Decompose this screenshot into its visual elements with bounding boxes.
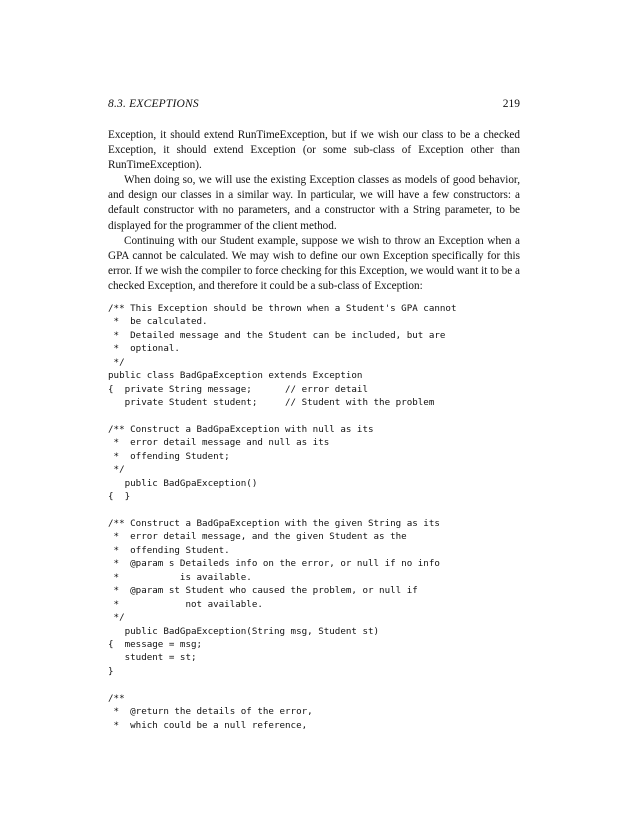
page-number: 219 (502, 98, 520, 110)
code-line: * Detailed message and the Student can be included, but are (108, 329, 446, 341)
code-line: * @return the details of the error, (108, 706, 313, 718)
code-line: * is available. (108, 571, 252, 583)
code-line (108, 504, 528, 517)
code-line: * offending Student. (108, 544, 230, 556)
code-line: } (108, 665, 114, 677)
code-listing (108, 302, 528, 732)
code-line: * error detail message and null as its (108, 437, 330, 449)
code-line: public class BadGpaException extends Exception (108, 370, 363, 382)
code-line: /** Construct a BadGpaException with the given String as its (108, 518, 440, 529)
running-header (108, 98, 520, 114)
code-line: */ (108, 356, 125, 368)
code-line (108, 678, 528, 691)
paragraph: When doing so, we will use the existing Exception classes as models of good behavior, and design our classes in a similar way. In particular, we will have a few constructors: a default constructor with no parameters, and a constructor with a String parameter, to be displayed for the programmer of the client method. (108, 174, 520, 232)
code-line: * which could be a null reference, (108, 719, 308, 731)
section-title: 8.3. EXCEPTIONS (108, 98, 199, 110)
code-line: */ (108, 464, 125, 476)
code-line: /** This Exception should be thrown when a Student's GPA cannot (108, 303, 457, 314)
paragraph: Continuing with our Student example, suppose we wish to throw an Exception when a GPA cannot be calculated. We may wish to define our own Exception specifically for this error. If we wish the compiler to force checking for this Exception, we would want it to be a checked Exception, and therefore it could be a sub-class of Exception: (108, 234, 520, 292)
code-line: public BadGpaException(String msg, Student st) (108, 625, 380, 637)
code-line: /** (108, 692, 125, 704)
code-line: { } (108, 491, 131, 503)
paragraph: Exception, it should extend RunTimeException, but if we wish our class to be a checked Exception, it should extend Exception (or some sub-class of Exception other than RunTimeException). (108, 129, 520, 172)
code-line: * be calculated. (108, 316, 208, 328)
code-line: * @param st Student who caused the problem, or null if (108, 585, 418, 597)
code-line: * @param s Detaileds info on the error, or null if no info (108, 558, 440, 570)
code-line: */ (108, 612, 125, 624)
code-line: student = st; (108, 652, 197, 664)
code-line: * not available. (108, 598, 263, 610)
code-line: /** Construct a BadGpaException with null as its (108, 423, 374, 435)
body-text (108, 128, 520, 294)
code-line: private Student student; // Student with the problem (108, 397, 435, 409)
code-line: * optional. (108, 343, 180, 355)
code-line: * offending Student; (108, 450, 230, 462)
code-line: * error detail message, and the given Student as the (108, 531, 407, 543)
code-line: { message = msg; (108, 638, 203, 650)
code-line: public BadGpaException() (108, 477, 258, 489)
code-line: { private String message; // error detail (108, 383, 368, 395)
code-line (108, 410, 528, 423)
